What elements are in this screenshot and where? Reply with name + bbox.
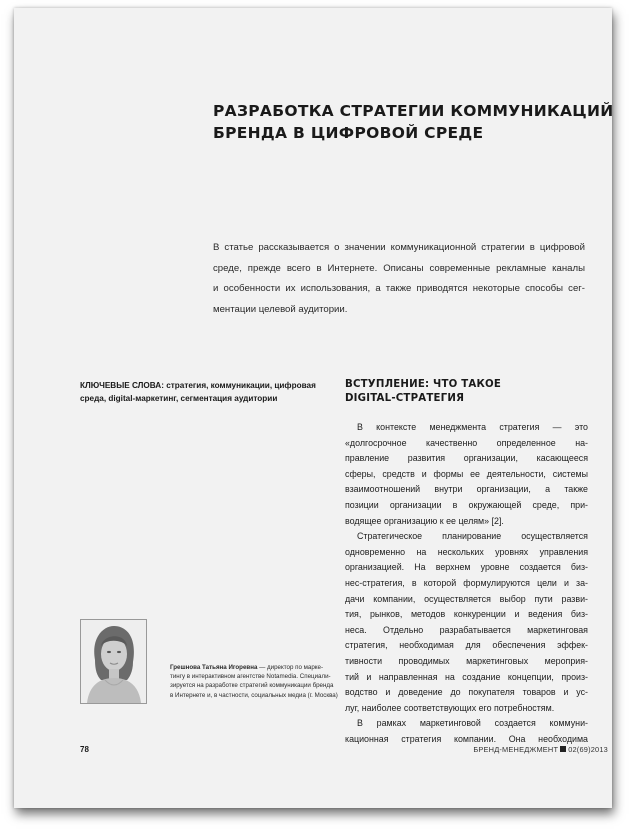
body-line: кационная стратегия компании. Она необходима (345, 733, 588, 744)
author-bio (170, 663, 338, 700)
body-line: одновременно на нескольких уровнях управления (345, 546, 588, 557)
body-line: В рамках маркетинговой создается коммуни- (357, 718, 588, 729)
body-line: Стратегическое планирование осуществляется (357, 531, 588, 542)
body-line: правление развития организации, касающееся (345, 453, 588, 464)
abstract-line: среде, прежде всего в Интернете. Описаны современные рекламные каналы (213, 262, 585, 274)
author-bio-line: тингу в интерактивном агентстве Notamedia. Специали- (170, 673, 331, 681)
body-line: позиции организации в окружающей среде, при- (345, 499, 588, 510)
running-footer (473, 745, 608, 754)
body-line: нес-стратегия, в которой формулируются цели и за- (345, 577, 588, 588)
author-portrait-image (81, 620, 146, 703)
body-line: водящее организацию к ее целям» [2]. (345, 515, 504, 526)
article-abstract (213, 238, 585, 320)
abstract-line: ментации целевой аудитории. (213, 303, 348, 315)
body-line: дачи компании, осуществляется выбор пути разви- (345, 593, 588, 604)
article-title (213, 100, 614, 144)
issue-number: 02(69)2013 (568, 745, 608, 754)
section-heading-line: DIGITAL-СТРАТЕГИЯ (345, 393, 465, 404)
keywords-line: среда, digital-маркетинг, сегментация аудитории (80, 393, 278, 403)
body-line: тивности проводимых маркетинговых мероприя- (345, 655, 588, 666)
body-line: взаимоотношений внутри организации, а также (345, 484, 588, 495)
page-number: 78 (80, 745, 89, 754)
article-body (345, 420, 588, 747)
author-bio-line: в Интернете и, в частности, социальных медиа (г. Москва) (170, 691, 338, 699)
body-line: луг, наиболее соответствующих его потребностям. (345, 702, 555, 713)
square-separator-icon (560, 746, 566, 752)
keywords-block (80, 380, 320, 405)
keywords-line: стратегия, коммуникации, цифровая (163, 381, 316, 390)
body-line: тий и направленная на создание концепции, произ- (345, 671, 588, 682)
journal-name: БРЕНД-МЕНЕДЖМЕНТ (473, 745, 559, 754)
author-bio-line: зируется на разработке стратегий коммуникации бренда (170, 682, 334, 690)
abstract-line: В статье рассказывается о значении коммуникационной стратегии в цифровой (213, 242, 585, 253)
author-photo (80, 619, 147, 704)
body-line: тия, рынков, методов конкуренции и ведения биз- (345, 609, 588, 620)
body-line: сферы, средств и формы ее деятельности, системы (345, 468, 588, 479)
section-heading-line: ВСТУПЛЕНИЕ: ЧТО ТАКОЕ (345, 379, 501, 390)
title-line: РАЗРАБОТКА СТРАТЕГИИ КОММУНИКАЦИЙ (213, 102, 614, 120)
section-heading (345, 378, 585, 406)
body-line: организацией. На верхнем уровне создается биз- (345, 562, 588, 573)
title-line: БРЕНДА В ЦИФРОВОЙ СРЕДЕ (213, 124, 484, 142)
body-line: В контексте менеджмента стратегия — это (357, 422, 588, 432)
body-line: водство и доведение до покупателя товаров и ус- (345, 687, 588, 698)
author-bio-line: — директор по марке- (257, 664, 324, 671)
author-name: Грешнова Татьяна Игоревна (170, 664, 258, 671)
body-line: неса. Отдельно разрабатывается маркетинговая (345, 624, 588, 635)
body-line: «долгосрочное качественно определенное на- (345, 437, 588, 448)
keywords-label: КЛЮЧЕВЫЕ СЛОВА: (80, 381, 164, 390)
abstract-line: и особенности их использования, а также приводятся некоторые способы сег- (213, 283, 585, 294)
body-line: стратегия, необходимая для обеспечения эффек- (345, 640, 588, 651)
